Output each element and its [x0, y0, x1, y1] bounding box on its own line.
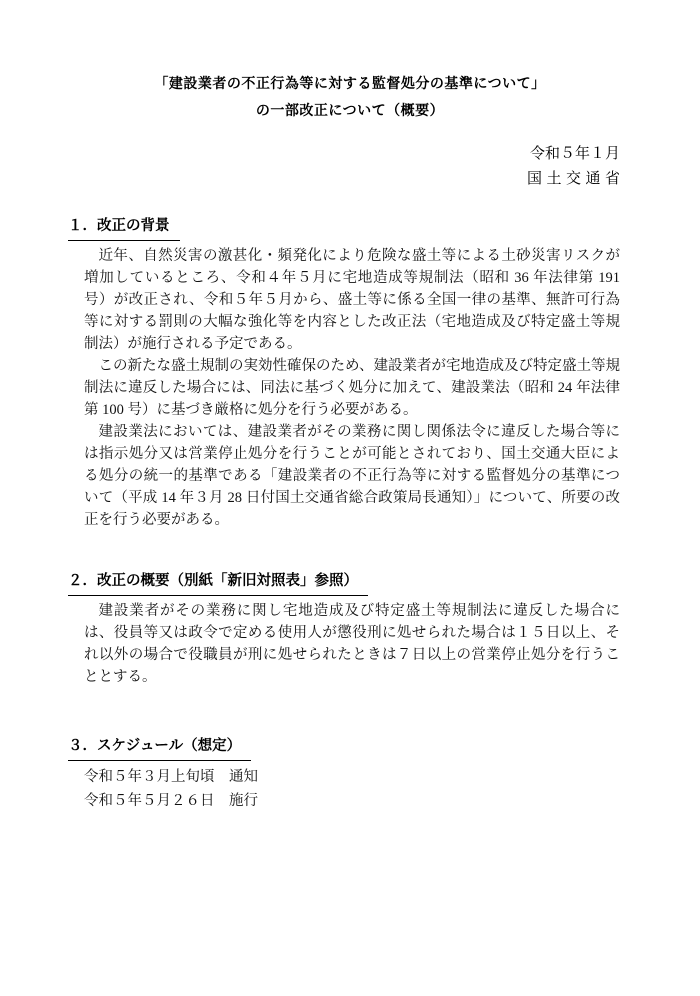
- section-outline-body: [84, 600, 620, 688]
- schedule-notice-event: 通知: [229, 769, 258, 785]
- section-outline-heading-row: [68, 569, 620, 596]
- issuance-block: [0, 142, 625, 192]
- background-paragraph-3: 建設業法においては、建設業者がその業務に関し関係法令に違反した場合等には指示処分又は営業停止処分を行うことが可能とされており、国土交通大臣による処分の統一的基準である「建設業者の不正行為等に対する監督処分の基準について（平成 14 年３月 28 日付国土交通省総合政策局長通知）」について、所要の改正を行う必要がある。: [84, 424, 620, 528]
- schedule-item-notice: [84, 765, 620, 789]
- section-background: [68, 214, 620, 531]
- background-paragraph-2: この新たな盛土規制の実効性確保のため、建設業者が宅地造成及び特定盛土等規制法に違反した場合には、同法に基づく処分に加えて、建設業法（昭和 24 年法律第 100 号）に基づき厳格に処分を行う必要がある。: [84, 358, 620, 418]
- document-title: [0, 0, 700, 124]
- document-title-line2: の一部改正について（概要）: [255, 102, 445, 118]
- section-outline: [68, 569, 620, 688]
- section-schedule-body: [84, 765, 620, 813]
- background-paragraph-1: 近年、自然災害の激甚化・頻発化により危険な盛土等による土砂災害リスクが増加しているところ、令和４年５月に宅地造成等規制法（昭和 36 年法律第 191 号）が改正され、令和５年５月から、盛土等に係る全国一律の基準、無許可行為等に対する罰則の大幅な強化等を内容とした改正法（宅地造成及び特定盛土等規制法）が施行される予定である。: [84, 248, 620, 352]
- section-schedule: [68, 734, 620, 813]
- document-title-line1: 「建設業者の不正行為等に対する監督処分の基準について」: [154, 75, 546, 91]
- schedule-item-enforcement: [84, 789, 620, 813]
- section-schedule-heading: ３．スケジュール（想定）: [68, 734, 251, 761]
- schedule-enforcement-date: 令和５年５月２６日: [84, 793, 215, 809]
- section-background-heading: １．改正の背景: [68, 214, 180, 241]
- section-background-body: [84, 245, 620, 531]
- outline-paragraph-1: 建設業者がその業務に関し宅地造成及び特定盛土等規制法に違反した場合には、役員等又は政令で定める使用人が懲役刑に処せられた場合は１５日以上、それ以外の場合で役職員が刑に処せられたときは７日以上の営業停止処分を行うこととする。: [84, 603, 620, 685]
- section-outline-heading: ２．改正の概要（別紙「新旧対照表」参照）: [68, 569, 368, 596]
- section-schedule-heading-row: [68, 734, 620, 761]
- section-background-heading-row: [68, 214, 620, 241]
- schedule-enforcement-event: 施行: [229, 793, 258, 809]
- issuance-date: 令和５年１月: [529, 146, 620, 162]
- issuing-agency: 国土交通省: [526, 171, 625, 187]
- schedule-notice-date: 令和５年３月上旬頃: [84, 769, 215, 785]
